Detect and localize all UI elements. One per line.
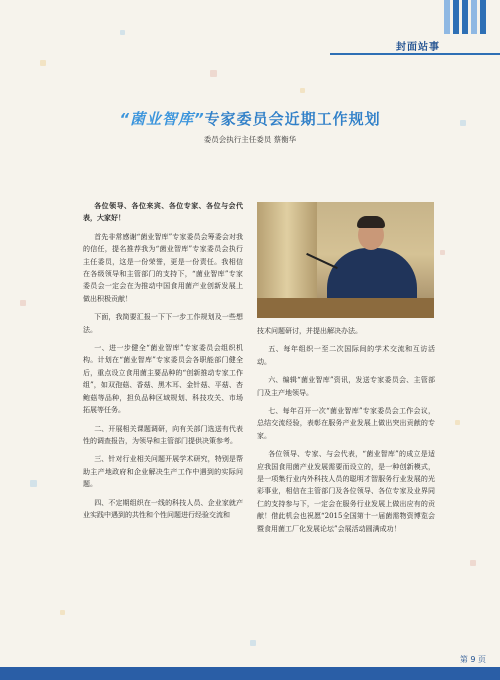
paragraph: 四、不定期组织在一线的科技人员、企业家就产业实践中遇到的共性和个性问题进行经验交流和 [83, 498, 243, 519]
title-highlight: “菌业智库” [119, 110, 205, 128]
paragraph: 三、针对行业相关问题开展学术研究，特别是帮助主产地政府和企业解决生产工作中遇到的实际问题。 [83, 455, 243, 489]
paragraph: 各位领导、各位来宾、各位专家、各位与会代表，大家好！ [83, 201, 243, 223]
header-divider [330, 53, 500, 55]
paragraph: 技术问题研讨，并提出解决办法。 [257, 327, 362, 335]
footer-bar [0, 667, 500, 680]
paragraph: 各位领导、专家、与会代表，“菌业智库”的成立是适应我国食用菌产业发展需要而设立的，是一种创新模式，是一项集行业内外科技人员的聪明才智服务行业发展的光彩事业，相信在主管部门及各位领导、各位专家及业界同仁的支持参与下，一定会在服务行业发展上做出应有的贡献！借此机会也祝愿“2015全国第十一届菌需物资博览会暨食用菌工厂化发展论坛”会展活动圆满成功！ [257, 450, 435, 533]
title-rest: 专家委员会近期工作规划 [204, 110, 381, 128]
paragraph: 一、进一步健全“菌业智库”专家委员会组织机构。计划在“菌业智库”专家委员会各职能部门健全后，重点设立食用菌主要品种的“创新推动专家工作组”，如双孢菇、香菇、黑木耳、金针菇、平菇、杏鲍菇等品种，担负品种区域规划、科技攻关、市场拓展等任务。 [83, 344, 243, 415]
section-label: 封面站事 [396, 42, 440, 53]
body-column-right [257, 325, 435, 541]
article-title [0, 108, 500, 129]
article-byline: 委员会执行主任委员 蔡衡华 [203, 135, 297, 144]
paragraph: 六、编辑“菌业智库”资讯，发送专家委员会、主管部门及主产地领导。 [257, 376, 435, 397]
paragraph: 二、开展相关课题调研，向有关部门选送有代表性的调查报告，为领导和主管部门提供决策参考。 [83, 424, 243, 445]
paragraph: 七、每年召开一次“菌业智库”专家委员会工作会议，总结交流经验，表彰在服务产业发展上做出突出贡献的专家。 [257, 407, 435, 440]
body-column-left [83, 200, 243, 527]
paragraph: 下面，我简要汇报一下下一步工作规划及一些想法。 [83, 313, 243, 334]
page-number: 第 9 页 [459, 655, 486, 664]
paragraph: 五、每年组织一至二次国际间的学术交流和互访活动。 [257, 345, 435, 366]
paragraph: 首先非常感谢“菌业智库”专家委员会筹委会对我的信任，提名推荐我为“菌业智库”专家委员会执行主任委员，这是一份荣誉，更是一份责任。我相信在各级领导和主管部门的支持下，“菌业智库”专家委员会一定会在为推动中国食用菌产业创新发展上做出积极贡献！ [83, 232, 243, 303]
header-decoration-bars [444, 0, 486, 34]
speaker-photo [257, 202, 434, 318]
